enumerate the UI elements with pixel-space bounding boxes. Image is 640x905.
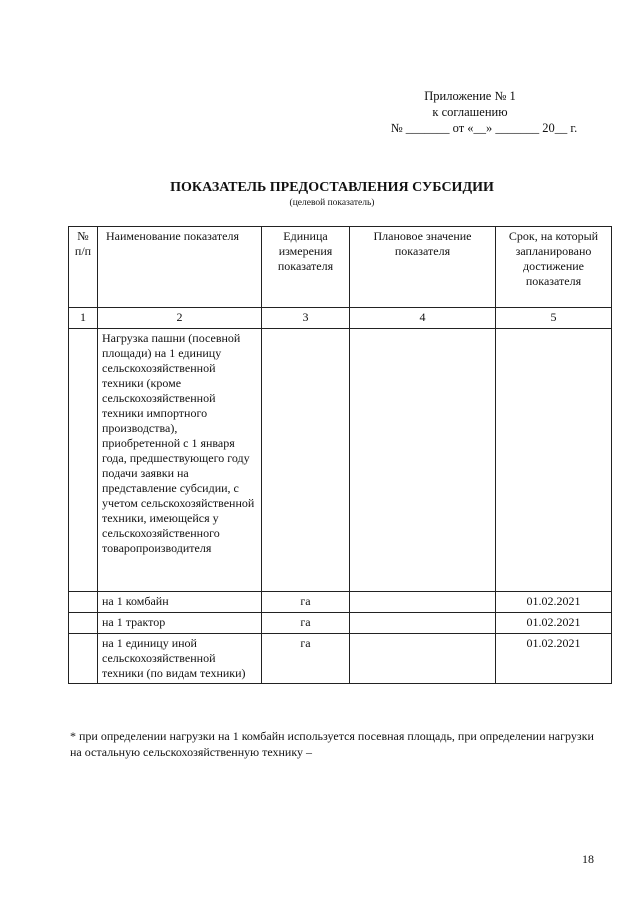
document-title: ПОКАЗАТЕЛЬ ПРЕДОСТАВЛЕНИЯ СУБСИДИИ xyxy=(170,180,494,195)
row-deadline: 01.02.2021 xyxy=(496,613,612,634)
column-number: 2 xyxy=(98,308,262,329)
appendix-label: Приложение № 1 xyxy=(424,89,516,103)
row-num xyxy=(69,613,98,634)
row-deadline: 01.02.2021 xyxy=(496,634,612,684)
indicators-table xyxy=(68,226,612,684)
row-unit: га xyxy=(262,613,350,634)
column-number: 5 xyxy=(496,308,612,329)
row-unit: га xyxy=(262,634,350,684)
page-number: 18 xyxy=(582,852,594,866)
description-unit-cell xyxy=(262,329,350,592)
appendix-header xyxy=(330,88,610,136)
column-number-row xyxy=(69,308,612,329)
column-number: 3 xyxy=(262,308,350,329)
header-num: № п/п xyxy=(69,227,98,308)
description-planned-cell xyxy=(350,329,496,592)
row-name: на 1 трактор xyxy=(98,613,262,634)
document-subtitle: (целевой показатель) xyxy=(289,198,375,208)
row-unit: га xyxy=(262,592,350,613)
row-num xyxy=(69,592,98,613)
agreement-number-line: № _______ от «__» _______ 20__ г. xyxy=(390,121,578,135)
header-planned: Плановое значение показателя xyxy=(350,227,496,308)
row-name: на 1 единицу иной сельскохозяйственной техники (по видам техники) xyxy=(98,634,262,684)
row-num xyxy=(69,634,98,684)
agreement-label: к соглашению xyxy=(432,105,508,119)
header-name: Наименование показателя xyxy=(98,227,262,308)
row-planned xyxy=(350,634,496,684)
column-number: 1 xyxy=(69,308,98,329)
description-num-cell xyxy=(69,329,98,592)
table-row xyxy=(69,634,612,684)
table-row xyxy=(69,592,612,613)
table-row xyxy=(69,613,612,634)
table-header-row xyxy=(69,227,612,308)
row-name: на 1 комбайн xyxy=(98,592,262,613)
footnote: * при определении нагрузки на 1 комбайн используется посевная площадь, при определении нагрузки на остальную сельскохозяйственную технику – xyxy=(70,729,594,759)
description-row xyxy=(69,329,612,592)
indicator-description: Нагрузка пашни (посевной площади) на 1 единицу сельскохозяйственной техники (кроме сельскохозяйственной техники импортного производства), приобретенной с 1 января года, предшествующего году подачи заявки на представление субсидии, с учетом сельскохозяйственной техники, имеющейся у сельскохозяйственного товаропроизводителя xyxy=(98,329,262,592)
row-planned xyxy=(350,592,496,613)
description-deadline-cell xyxy=(496,329,612,592)
header-unit: Единица измерения показателя xyxy=(262,227,350,308)
row-planned xyxy=(350,613,496,634)
header-deadline: Срок, на который запланировано достижение показателя xyxy=(496,227,612,308)
row-deadline: 01.02.2021 xyxy=(496,592,612,613)
column-number: 4 xyxy=(350,308,496,329)
